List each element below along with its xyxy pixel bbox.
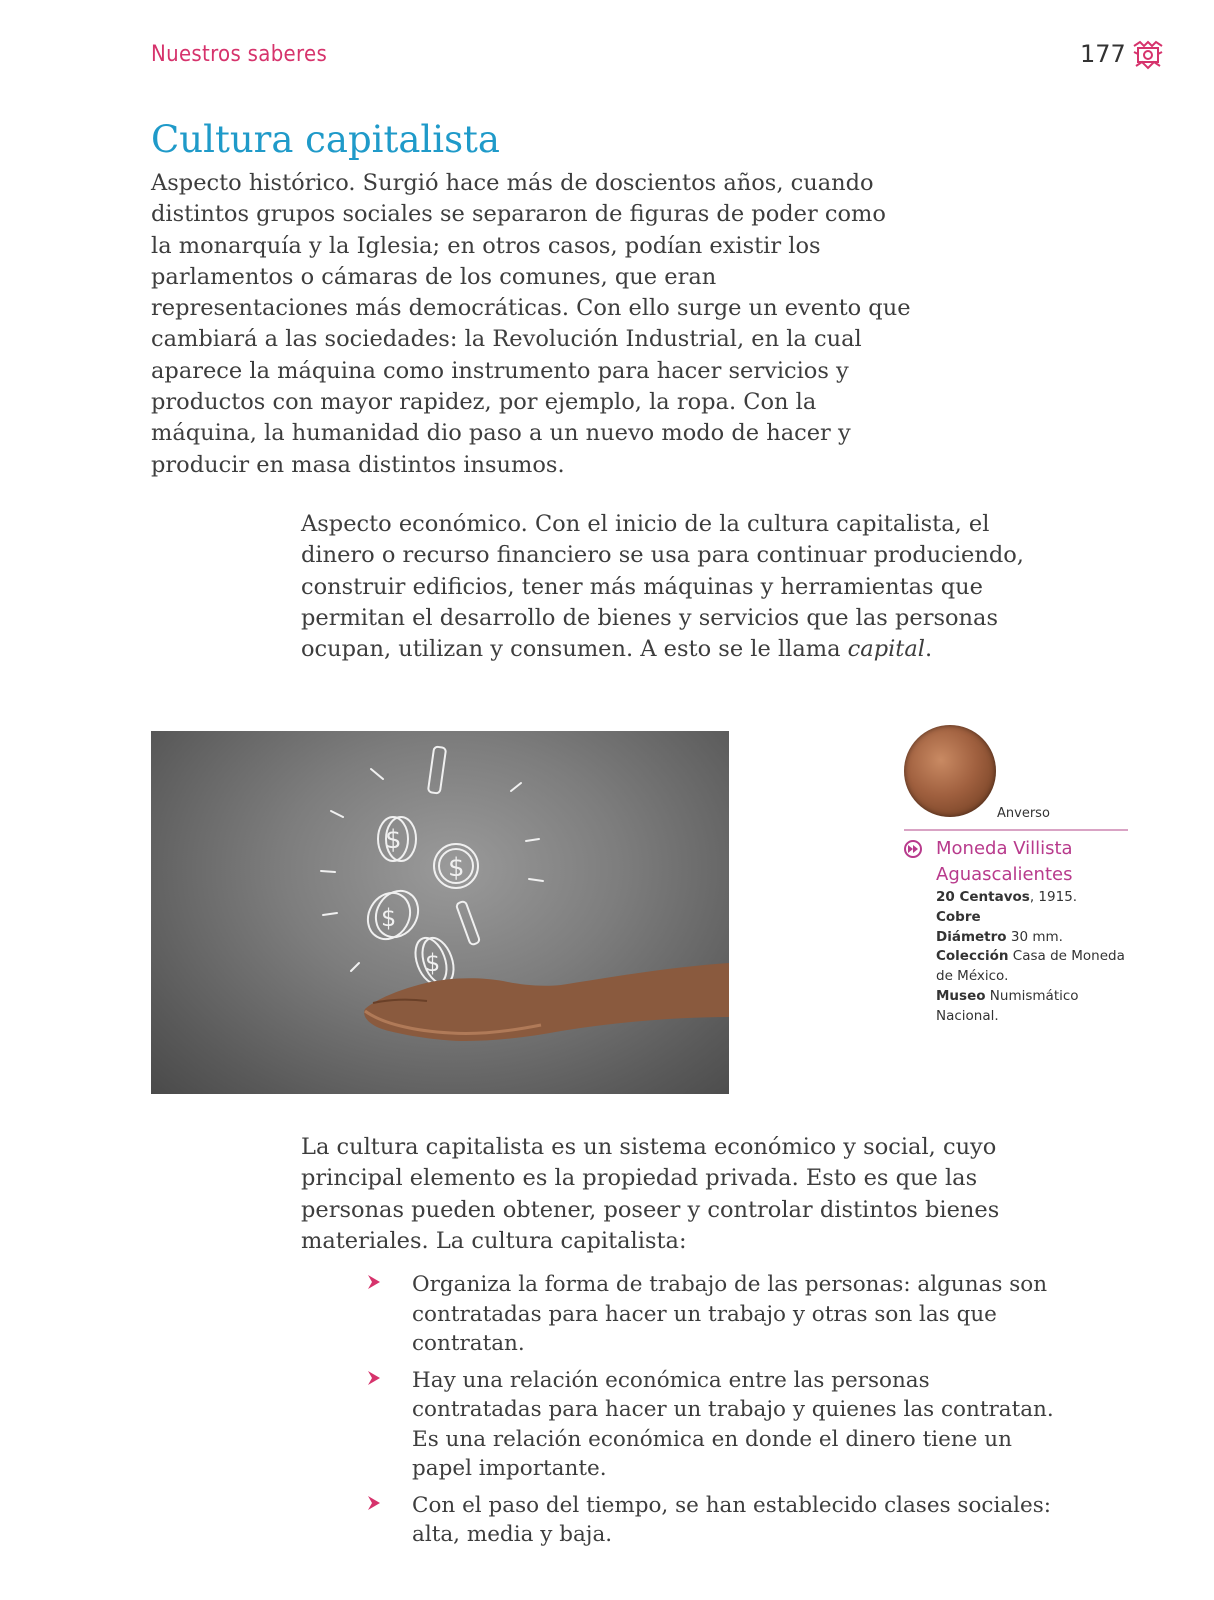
paragraph-sistema: La cultura capitalista es un sistema económico y social, cuyo principal elemento es la propiedad privada. Esto es que las personas pueden obtener, poseer y controlar distintos bienes materiales. La cultura capitalista: <box>301 1134 1000 1254</box>
collection-value: Casa de Moneda de México. <box>936 948 1125 985</box>
characteristics-list <box>366 1270 1066 1557</box>
list-item <box>366 1491 1066 1550</box>
ornament-icon <box>1130 38 1166 74</box>
term-capital: capital <box>847 636 925 663</box>
list-item-text: Con el paso del tiempo, se han establecido clases sociales: alta, media y baja. <box>412 1492 1052 1547</box>
svg-text:$: $ <box>425 949 441 977</box>
page-number: 177 <box>1080 40 1126 68</box>
svg-text:$: $ <box>385 825 402 855</box>
coin-drawing-1 <box>378 817 416 861</box>
list-item-text: Organiza la forma de trabajo de las personas: algunas son contratadas para hacer un trabajo y otras son las que contratan. <box>412 1272 1048 1356</box>
paragraph-historico: Aspecto histórico. Surgió hace más de doscientos años, cuando distintos grupos sociales se separaron de figuras de poder como la monarquía y la Iglesia; en otros casos, podían existir los parlamentos o cámaras de los comunes, que eran representaciones más democráticas. Con ello surge un evento que cambiará a las sociedades: la Revolución Industrial, en la cual aparece la máquina como instrumento para hacer servicios y productos con mayor rapidez, por ejemplo, la ropa. Con la máquina, la humanidad dio paso a un nuevo modo de hacer y producir en masa distintos insumos. <box>151 170 911 478</box>
caption-title: Moneda Villista Aguascalientes <box>936 838 1073 885</box>
list-item <box>366 1366 1066 1484</box>
svg-text:$: $ <box>448 853 465 883</box>
chevron-right-icon <box>366 1369 382 1387</box>
diameter-label: Diámetro <box>936 928 1007 945</box>
diameter-value: 30 mm. <box>1006 928 1063 945</box>
economico-end: . <box>924 636 933 663</box>
material-label: Cobre <box>936 908 981 925</box>
coin-photo <box>904 725 996 817</box>
page-title: Cultura capitalista <box>151 118 500 161</box>
chevron-right-icon <box>366 1494 382 1512</box>
coin-side-label: Anverso <box>997 806 1050 821</box>
double-chevron-icon <box>904 840 922 858</box>
museum-value: Numismático Nacional. <box>936 987 1079 1024</box>
chevron-right-icon <box>366 1273 382 1291</box>
list-item <box>366 1270 1066 1359</box>
denomination-value: , 1915. <box>1029 889 1078 905</box>
caption-divider <box>904 829 1128 831</box>
museum-label: Museo <box>936 987 986 1004</box>
paragraph-economico <box>301 509 1061 665</box>
list-item-text: Hay una relación económica entre las personas contratadas para hacer un trabajo y quienes las contratan. Es una relación económica en donde el dinero tiene un papel importante. <box>412 1367 1054 1481</box>
economico-text: Aspecto económico. Con el inicio de la cultura capitalista, el dinero o recurso financiero se usa para continuar produciendo, construir edificios, tener más máquinas y herramientas que permitan el desarrollo de bienes y servicios que las personas ocupan, utilizan y consumen. A esto se le llama <box>301 511 1024 663</box>
svg-text:$: $ <box>381 904 397 932</box>
section-header: Nuestros saberes <box>151 42 328 67</box>
collection-label: Colección <box>936 948 1009 965</box>
caption-body <box>936 888 1136 1027</box>
coins-hand-photo <box>151 731 729 1094</box>
denomination-label: 20 Centavos <box>936 889 1030 905</box>
